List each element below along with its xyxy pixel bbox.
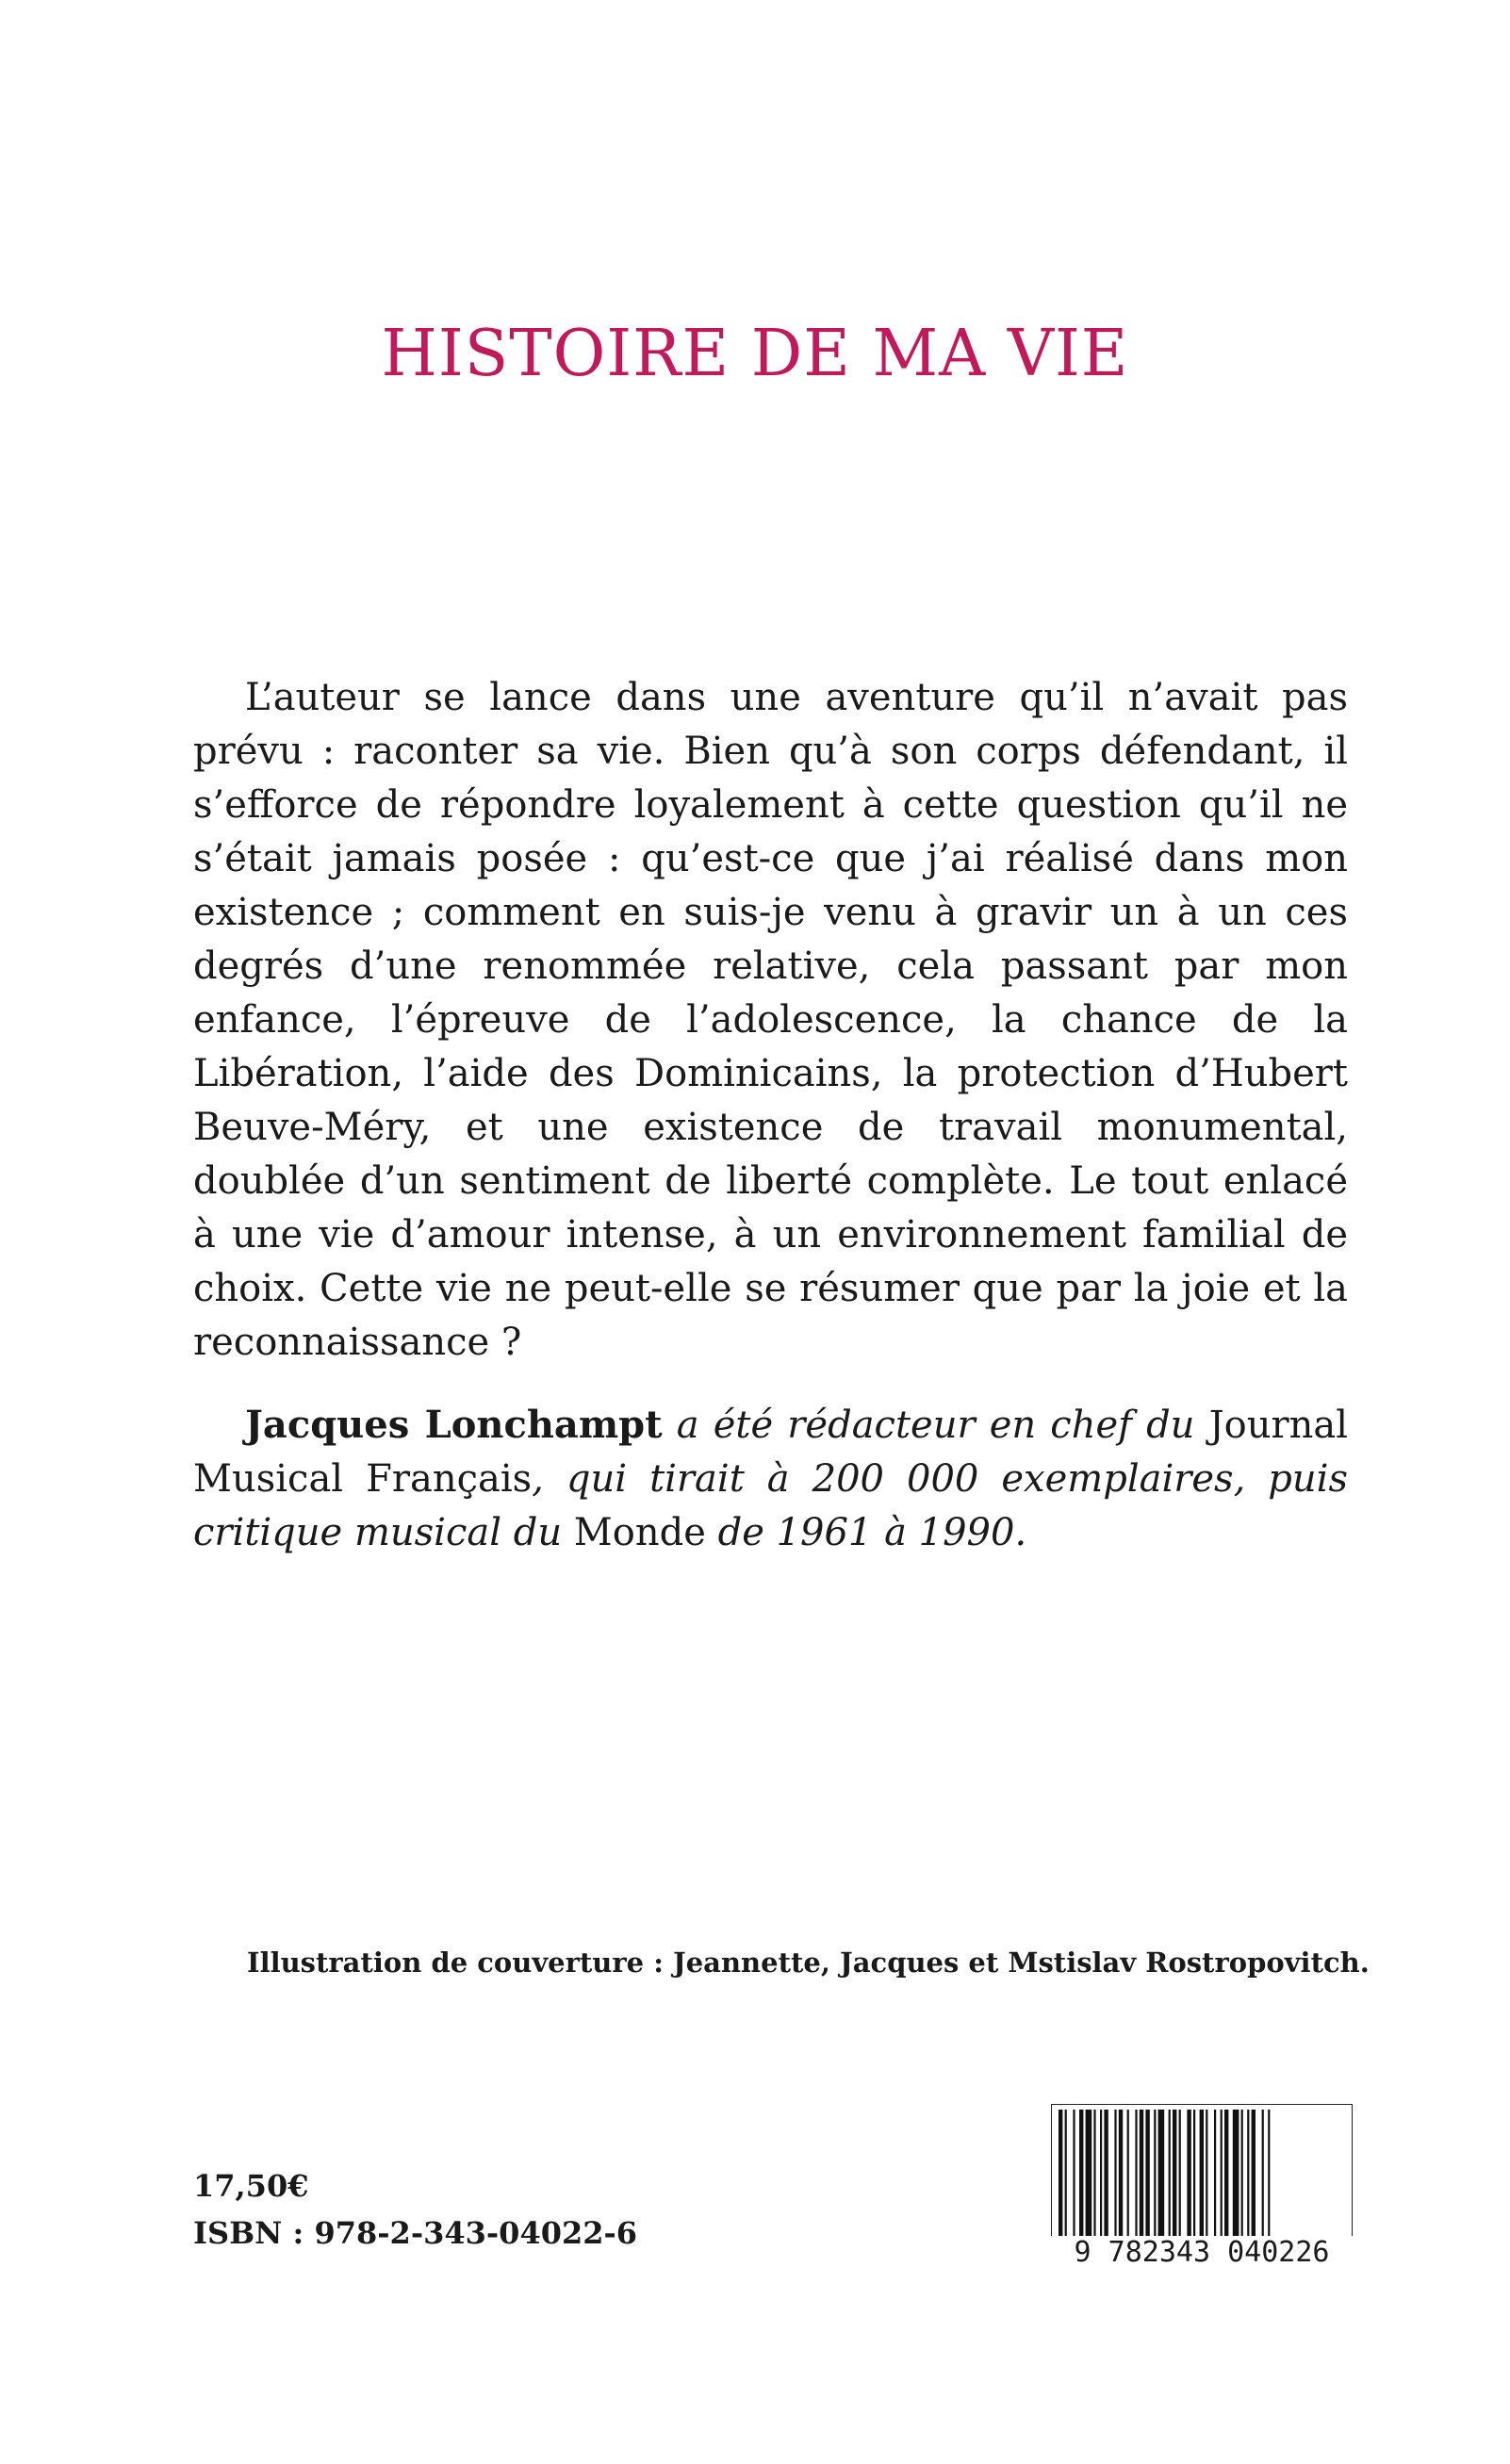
newspaper-name: Monde (573, 1511, 706, 1554)
bio-text-3: de 1961 à 1990. (705, 1511, 1027, 1554)
bio-text-1: a été rédacteur en chef du (662, 1404, 1209, 1447)
journal-name: Journal Musical Français (193, 1404, 1348, 1501)
blurb-paragraph: L’auteur se lance dans une aventure qu’il n’avait pas prévu : raconter sa vie. Bien qu’à son corps défendant, il s’efforce de répondre loyalement à cette question qu’il ne s’était jamais posée : qu’est-ce que j’ai réalisé dans mon existence ; comment en suis-je venu à gravir un à un ces degrés d’une renommée relative, cela passant par mon enfance, l’épreuve de l’adolescence, la chance de la Libération, l’aide des Dominicains, la protection d’Hubert Beuve-Méry, et une existence de travail monumental, doublée d’un sentiment de liberté complète. Le tout enlacé à une vie d’amour intense, à un environnement familial de choix. Cette vie ne peut-elle se résumer que par la joie et la reconnaissance ? (193, 676, 1348, 1364)
author-bio (193, 1398, 1348, 1560)
author-name: Jacques Lonchampt (245, 1403, 663, 1447)
price: 17,50€ (193, 2168, 309, 2204)
barcode-digits: 9 782343 040226 (1051, 2236, 1353, 2269)
cover-credit: Illustration de couverture : Jeannette, Jacques et Mstislav Rostropovitch. (247, 1947, 1370, 1979)
isbn: ISBN : 978-2-343-04022-6 (193, 2215, 638, 2251)
book-title: HISTOIRE DE MA VIE (381, 316, 1129, 391)
bio-text-2: , qui tirait à 200 000 exemplaires, puis critique musical du (193, 1457, 1348, 1554)
